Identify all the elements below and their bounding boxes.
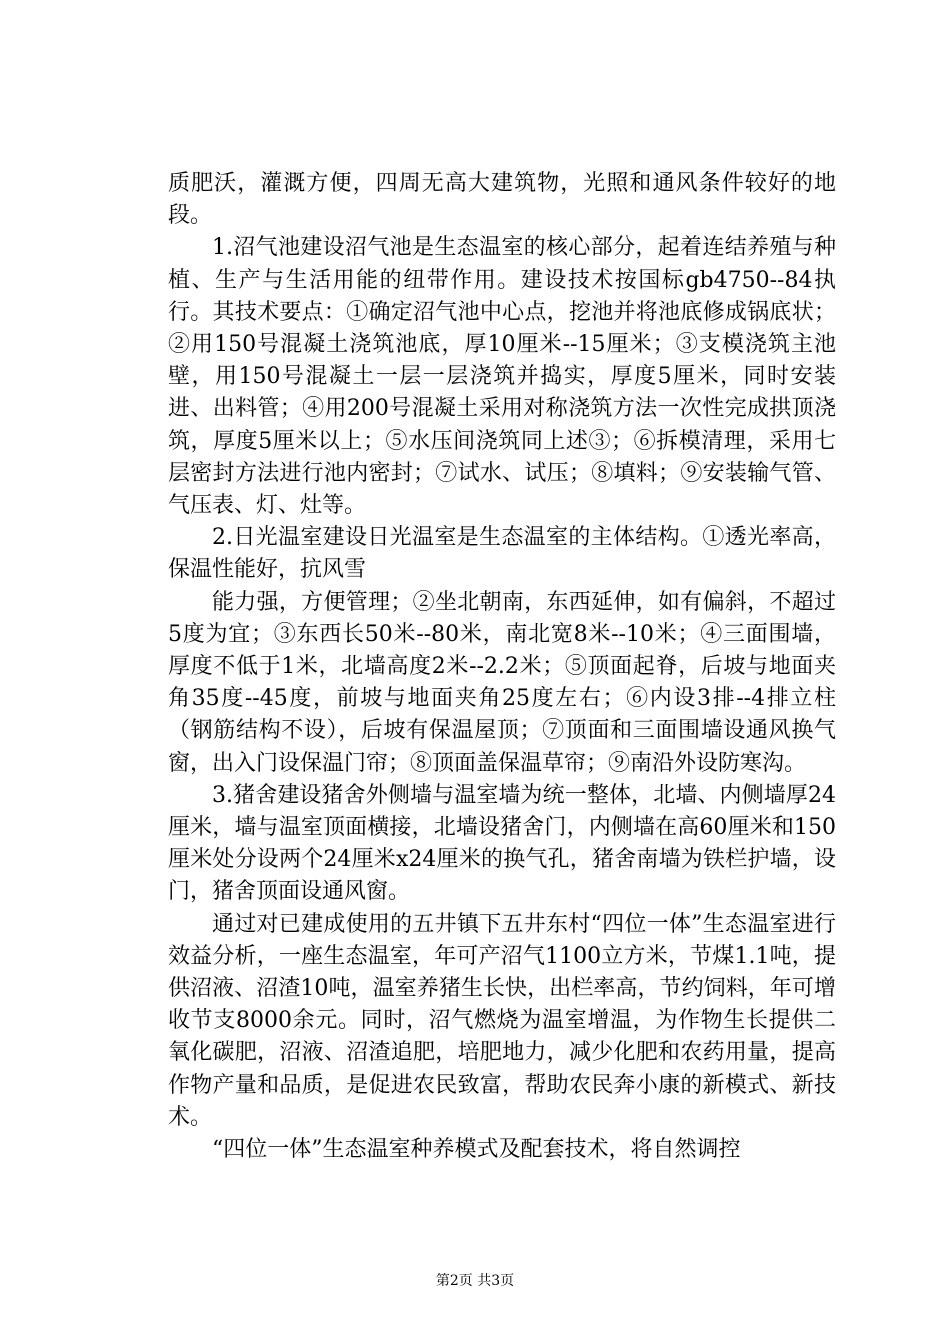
paragraph-3: 2.日光温室建设日光温室是生态温室的主体结构。①透光率高，保温性能好，抗风雪	[168, 525, 836, 583]
paragraph-6: 通过对已建成使用的五井镇下五井东村“四位一体”生态温室进行效益分析，一座生态温室，年可产沼气1100立方米，节煤1.1吨，提供沼液、沼渣10吨，温室养猪生长快，出栏率高，节约饲料，年可增收节支8000余元。同时，沼气燃烧为温室增温，为作物生长提供二氧化碳肥，沼液、沼渣追肥，培肥地力，减少化肥和农药用量，提高作物产量和品质，是促进农民致富，帮助农民奔小康的新模式、新技术。	[168, 911, 836, 1130]
page-footer: 第2页 共3页	[435, 1273, 515, 1289]
paragraph-5: 3.猪舍建设猪舍外侧墙与温室墙为统一整体，北墙、内侧墙厚24厘米，墙与温室顶面横接，北墙设猪舍门，内侧墙在高60厘米和150厘米处分设两个24厘米x24厘米的换气孔，猪舍南墙为铁栏护墙，设门，猪舍顶面设通风窗。	[168, 782, 836, 905]
document-body	[168, 168, 836, 1166]
paragraph-1: 质肥沃，灌溉方便，四周无高大建筑物，光照和通风条件较好的地段。	[168, 171, 836, 229]
paragraph-4: 能力强，方便管理；②坐北朝南，东西延伸，如有偏斜，不超过5度为宜；③东西长50米--80米，南北宽8米--10米；④三面围墙，厚度不低于1米，北墙高度2米--2.2米；⑤顶面起脊，后坡与地面夹角35度--45度，前坡与地面夹角25度左右；⑥内设3排--4排立柱（钢筋结构不设），后坡有保温屋顶；⑦顶面和三面围墙设通风换气窗，出入门设保温门帘；⑧顶面盖保温草帘；⑨南沿外设防寒沟。	[168, 589, 836, 776]
paragraph-2: 1.沼气池建设沼气池是生态温室的核心部分，起着连结养殖与种植、生产与生活用能的纽带作用。建设技术按国标gb4750--84执行。其技术要点：①确定沼气池中心点，挖池并将池底修成锅底状；②用150号混凝土浇筑池底，厚10厘米--15厘米；③支模浇筑主池壁，用150号混凝土一层一层浇筑并捣实，厚度5厘米，同时安装进、出料管；④用200号混凝土采用对称浇筑方法一次性完成拱顶浇筑，厚度5厘米以上；⑤水压间浇筑同上述③；⑥拆模清理，采用七层密封方法进行池内密封；⑦试水、试压；⑧填料；⑨安装输气管、气压表、灯、灶等。	[168, 235, 836, 519]
paragraph-7: “四位一体”生态温室种养模式及配套技术，将自然调控	[212, 1137, 741, 1163]
